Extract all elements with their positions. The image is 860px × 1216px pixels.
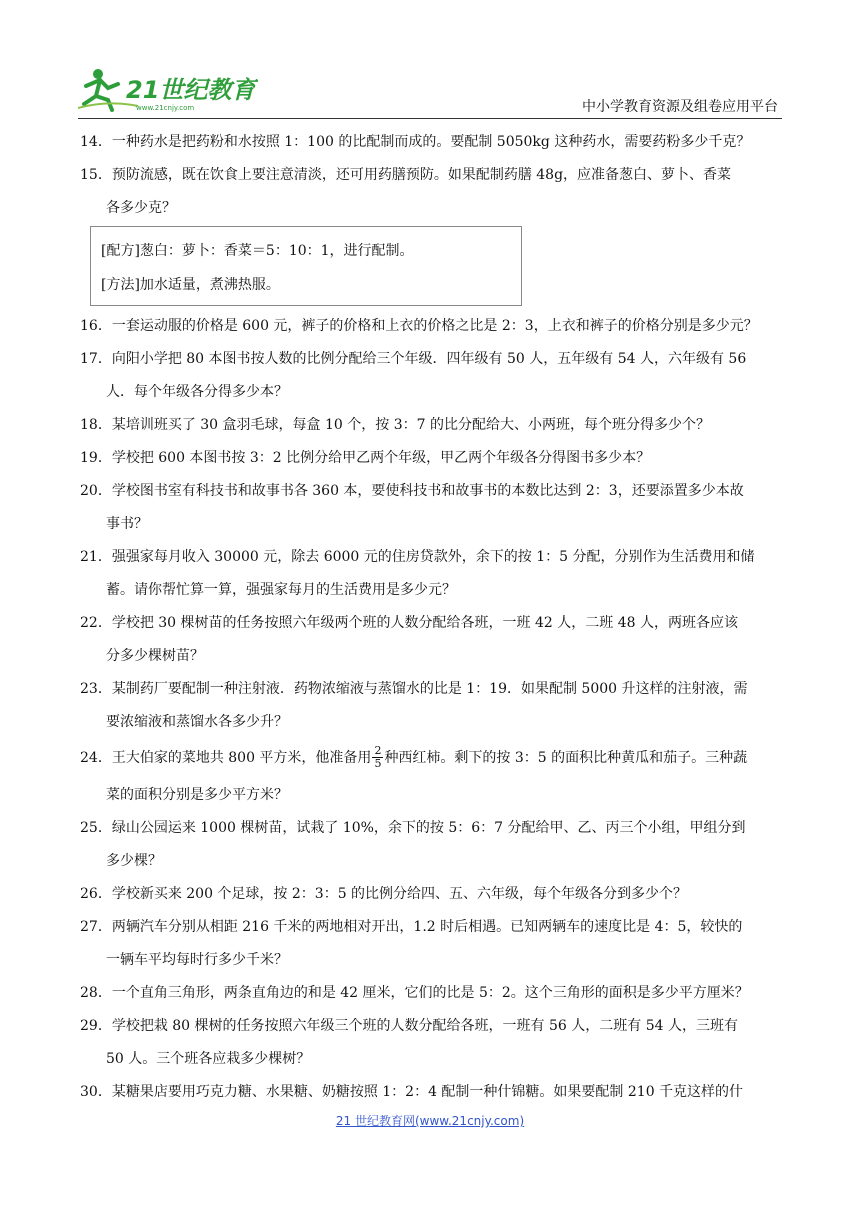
question-15: 15．预防流感，既在饮食上要注意清淡，还可用药膳预防。如果配制药膳 48g，应准备葱白、萝卜、香菜 [80, 166, 732, 183]
question-21: 21．强强家每月收入 30000 元，除去 6000 元的住房贷款外，余下的按 1：5 分配，分别作为生活费用和储 [80, 548, 755, 565]
question-17-cont: 人．每个年级各分得多少本？ [106, 383, 288, 400]
logo-url: www.21cnjy.com [136, 104, 195, 112]
platform-name: 中小学教育资源及组卷应用平台 [582, 99, 778, 115]
recipe-method: [方法]加水适量，煮沸热服。 [101, 277, 280, 293]
question-27-cont: 一辆车平均每时行多少千米？ [106, 951, 288, 968]
fraction-numerator: 2 [374, 743, 382, 757]
question-23: 23．某制药厂要配制一种注射液．药物浓缩液与蒸馏水的比是 1：19．如果配制 5000 升这样的注射液，需 [80, 680, 748, 697]
question-20: 20．学校图书室有科技书和故事书各 360 本，要使科技书和故事书的本数比达到 2：3，还要添置多少本故 [80, 482, 744, 499]
question-22: 22．学校把 30 棵树苗的任务按照六年级两个班的人数分配给各班，一班 42 人，二班 48 人，两班各应该 [80, 614, 738, 631]
question-list [80, 124, 782, 1107]
question-19: 19．学校把 600 本图书按 3：2 比例分给甲乙两个年级，甲乙两个年级各分得图书多少本？ [80, 449, 651, 466]
question-24-text-a: 24．王大伯家的菜地共 800 平方米，他准备用 [80, 750, 372, 766]
question-30: 30．某糖果店要用巧克力糖、水果糖、奶糖按照 1：2：4 配制一种什锦糖。如果要配制 210 千克这样的什 [80, 1083, 744, 1100]
fraction-two-fifths [372, 745, 383, 770]
recipe-box [90, 226, 522, 306]
recipe-formula: [配方]葱白：萝卜：香菜＝5：10：1，进行配制。 [101, 243, 414, 259]
logo-text: 21世纪教育 [126, 76, 256, 104]
question-27: 27．两辆汽车分别从相距 216 千米的两地相对开出，1.2 时后相遇。已知两辆车的速度比是 4：5，较快的 [80, 918, 743, 935]
question-22-cont: 分多少棵树苗？ [106, 647, 204, 664]
question-24 [80, 737, 782, 777]
question-28: 28．一个直角三角形，两条直角边的和是 42 厘米，它们的比是 5：2。这个三角形的面积是多少平方厘米？ [80, 984, 749, 1001]
question-14: 14．一种药水是把药粉和水按照 1：100 的比配制而成的。要配制 5050kg 这种药水，需要药粉多少千克？ [80, 133, 751, 150]
header-rule [78, 118, 782, 119]
logo-21cnjy [78, 64, 258, 114]
page-header [78, 64, 780, 118]
fraction-denominator: 5 [374, 756, 382, 770]
question-25-cont: 多少棵？ [106, 852, 162, 869]
question-16: 16．一套运动服的价格是 600 元，裤子的价格和上衣的价格之比是 2：3，上衣和裤子的价格分别是多少元？ [80, 317, 758, 334]
question-29: 29．学校把栽 80 棵树的任务按照六年级三个班的人数分配给各班，一班有 56 人，二班有 54 人，三班有 [80, 1017, 738, 1034]
question-20-cont: 事书？ [106, 515, 148, 532]
question-17: 17．向阳小学把 80 本图书按人数的比例分配给三个年级．四年级有 50 人，五年级有 54 人，六年级有 56 [80, 350, 747, 367]
question-26: 26．学校新买来 200 个足球，按 2：3：5 的比例分给四、五、六年级，每个年级各分到多少个？ [80, 885, 688, 902]
footer-link[interactable]: 21 世纪教育网(www.21cnjy.com) [335, 1114, 525, 1128]
question-29-cont: 50 人。三个班各应栽多少棵树？ [106, 1050, 311, 1067]
question-21-cont: 蓄。请你帮忙算一算，强强家每月的生活费用是多少元？ [106, 581, 456, 598]
question-24-text-b: 种西红柿。剩下的按 3：5 的面积比种黄瓜和茄子。三种蔬 [384, 750, 748, 766]
page-footer [0, 1112, 860, 1129]
question-23-cont: 要浓缩液和蒸馏水各多少升？ [106, 713, 288, 730]
question-25: 25．绿山公园运来 1000 棵树苗，试栽了 10%，余下的按 5：6：7 分配给甲、乙、丙三个小组，甲组分到 [80, 819, 746, 836]
question-15-cont: 各多少克？ [106, 199, 176, 216]
question-24-cont: 菜的面积分别是多少平方米？ [106, 786, 288, 803]
question-18: 18．某培训班买了 30 盒羽毛球，每盒 10 个，按 3：7 的比分配给大、小两班，每个班分得多少个？ [80, 416, 710, 433]
